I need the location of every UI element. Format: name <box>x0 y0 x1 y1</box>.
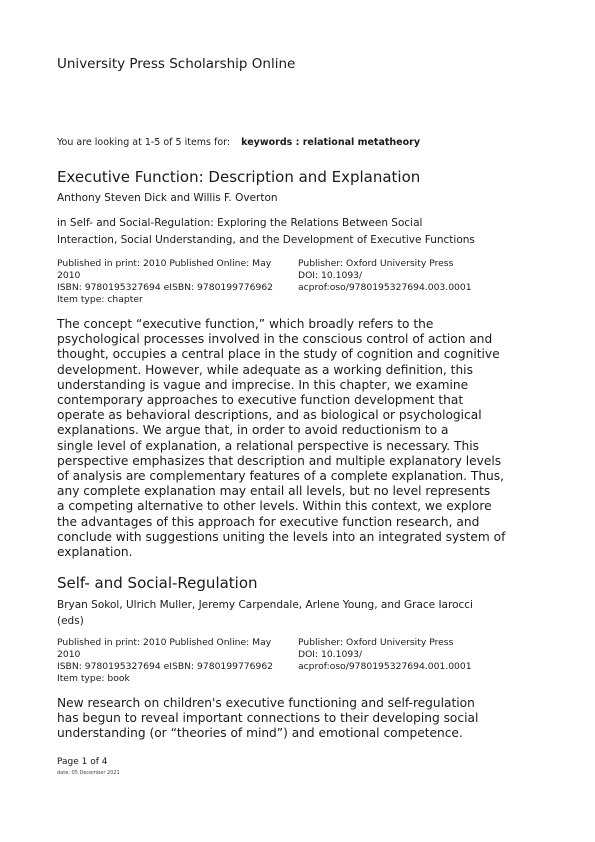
item-metadata-left <box>57 258 295 306</box>
item-authors: Anthony Steven Dick and Willis F. Overton <box>57 192 278 204</box>
search-summary-text: You are looking at 1-5 of 5 items for: <box>57 137 231 148</box>
isbn: ISBN: 9780195327694 eISBN: 9780199776962 <box>57 282 274 293</box>
item-type: Item type: chapter <box>57 294 143 305</box>
abstract-line: operate as behavioral descriptions, and as biological or psychological <box>57 408 482 423</box>
item-type: Item type: book <box>57 673 130 684</box>
doi: DOI: 10.1093/ <box>298 649 363 660</box>
abstract-line: conclude with suggestions uniting the levels into an integrated system of <box>57 529 506 544</box>
abstract-line: explanations. We argue that, in order to avoid reductionism to a <box>57 423 449 438</box>
isbn: ISBN: 9780195327694 eISBN: 9780199776962 <box>57 661 274 672</box>
published-date: Published in print: 2010 Published Online: May <box>57 258 272 269</box>
abstract-line: has begun to reveal important connections to their developing social <box>57 711 479 726</box>
item-authors-line: Bryan Sokol, Ulrich Muller, Jeremy Carpendale, Arlene Young, and Grace Iarocci <box>57 599 473 611</box>
item-metadata-right <box>298 258 548 294</box>
abstract-line: thought, occupies a central place in the study of cognition and cognitive <box>57 347 500 362</box>
print-date: date: 05 December 2021 <box>57 770 120 776</box>
page-number: Page 1 of 4 <box>57 757 108 767</box>
site-title: University Press Scholarship Online <box>57 56 296 72</box>
search-keywords: keywords : relational metatheory <box>241 137 421 148</box>
search-summary <box>57 137 420 148</box>
abstract-line: New research on children's executive functioning and self-regulation <box>57 696 475 710</box>
item-authors <box>57 597 547 629</box>
item-source-line: in Self- and Social-Regulation: Exploring the Relations Between Social <box>57 217 423 229</box>
abstract-line: understanding is vague and imprecise. In this chapter, we examine <box>57 377 469 392</box>
abstract-line: psychological processes involved in the conscious control of action and <box>57 332 493 347</box>
item-source-line: Interaction, Social Understanding, and the Development of Executive Functions <box>57 234 475 246</box>
published-date-cont: 2010 <box>57 649 81 660</box>
doi-cont: acprof:oso/9780195327694.001.0001 <box>298 661 472 672</box>
abstract-line: explanation. <box>57 545 133 560</box>
published-date: Published in print: 2010 Published Online: May <box>57 637 272 648</box>
abstract-line: the advantages of this approach for executive function research, and <box>57 514 480 529</box>
published-date-cont: 2010 <box>57 270 81 281</box>
abstract-line: contemporary approaches to executive function development that <box>57 393 464 408</box>
abstract-line: The concept “executive function,” which broadly refers to the <box>57 317 434 331</box>
abstract-line: any complete explanation may entail all levels, but no level represents <box>57 484 491 499</box>
abstract-line: of analysis are complementary features of a complete explanation. Thus, <box>57 469 504 484</box>
item-metadata-left <box>57 637 295 685</box>
item-metadata <box>57 258 547 306</box>
abstract-line: a competing alternative to other levels. Within this context, we explore <box>57 499 492 514</box>
abstract-line: single level of explanation, a relational perspective is necessary. This <box>57 438 479 453</box>
item-abstract <box>57 696 541 742</box>
item-title-link[interactable]: Executive Function: Description and Explanation <box>57 168 421 186</box>
item-metadata-right <box>298 637 548 673</box>
doi: DOI: 10.1093/ <box>298 270 363 281</box>
item-metadata <box>57 637 547 685</box>
publisher: Publisher: Oxford University Press <box>298 258 454 269</box>
item-authors-line: (eds) <box>57 615 84 627</box>
abstract-line: development. However, while adequate as a working definition, this <box>57 362 473 377</box>
abstract-line: perspective emphasizes that description and multiple explanatory levels <box>57 453 502 468</box>
item-source <box>57 215 547 249</box>
item-title-link[interactable]: Self- and Social-Regulation <box>57 574 258 592</box>
doi-cont: acprof:oso/9780195327694.003.0001 <box>298 282 472 293</box>
item-abstract <box>57 317 541 560</box>
abstract-line: understanding (or “theories of mind”) and emotional competence. <box>57 726 463 741</box>
publisher: Publisher: Oxford University Press <box>298 637 454 648</box>
